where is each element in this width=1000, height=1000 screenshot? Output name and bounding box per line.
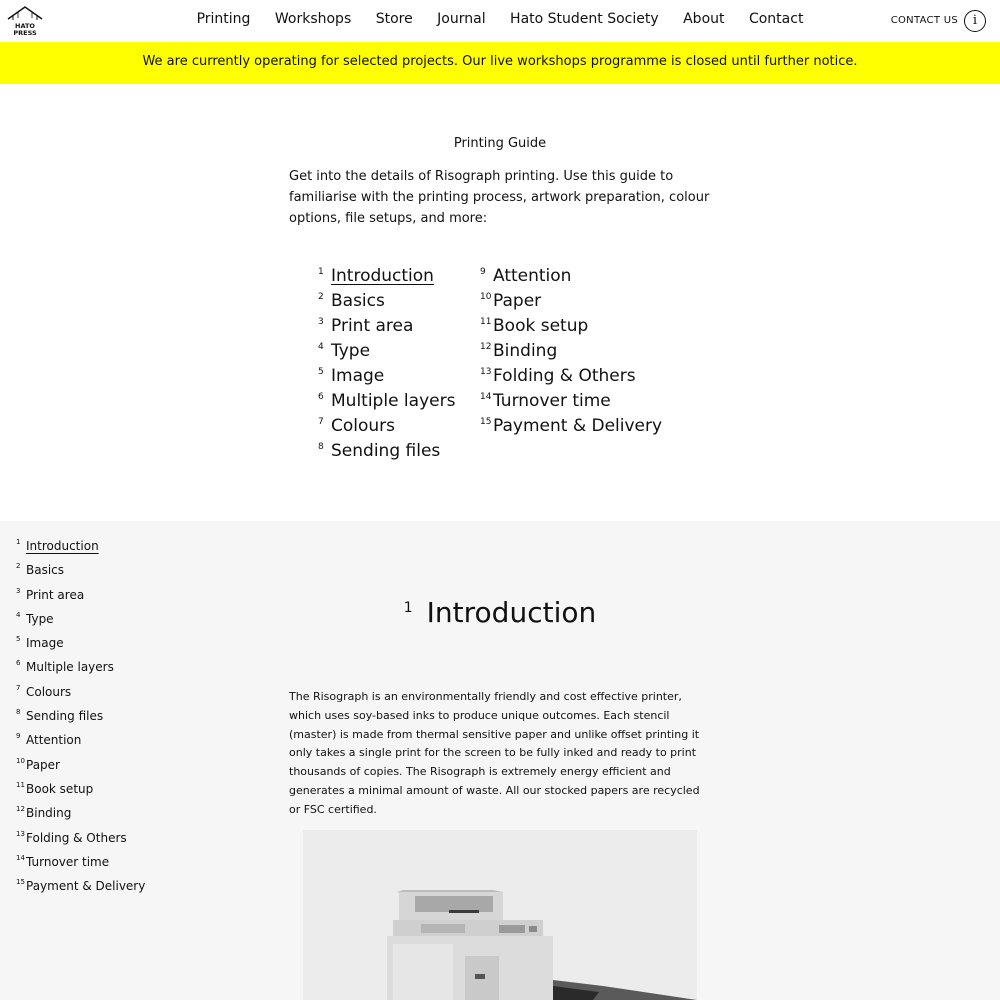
side-nav-binding[interactable] — [16, 804, 145, 828]
toc-label: Paper — [493, 291, 542, 311]
toc-item-introduction[interactable] — [318, 264, 455, 289]
side-nav-num: 12 — [16, 805, 25, 814]
toc-label: Payment & Delivery — [493, 416, 663, 436]
side-nav-label: Image — [26, 636, 64, 651]
section-heading — [0, 596, 1000, 629]
side-nav-num: 9 — [16, 732, 21, 741]
section-body: The Risograph is an environmentally friendly and cost effective printer, which uses soy-based inks to produce unique outcomes. Each stencil (master) is made from thermal sensitive paper and unlike offset printing it only takes a single print for the screen to be fully inked and ready to print thousands of copies. The Risograph is extremely energy efficient and generates a minimal amount of waste. All our stocked papers are recycled or FSC certified. — [289, 690, 700, 816]
guide-intro: Get into the details of Risograph printing. Use this guide to familiarise with the printing process, artwork preparation, colour options, file setups, and more: — [289, 169, 710, 226]
side-nav-folding-others[interactable] — [16, 829, 145, 853]
toc-num: 5 — [318, 367, 324, 377]
toc-label: Colours — [331, 416, 396, 436]
toc-item-type[interactable] — [318, 339, 455, 364]
side-nav-label: Folding & Others — [26, 830, 127, 845]
side-nav-label: Print area — [26, 587, 85, 602]
toc-item-attention[interactable] — [480, 264, 662, 289]
toc-label: Multiple layers — [331, 391, 456, 411]
toc-item-image[interactable] — [318, 364, 455, 389]
toc-label: Folding & Others — [493, 366, 636, 386]
toc-left-column — [318, 264, 455, 464]
toc-label: Binding — [493, 341, 558, 361]
toc-item-print-area[interactable] — [318, 314, 455, 339]
toc-num: 7 — [318, 417, 324, 427]
banner-text: We are currently operating for selected projects. Our live workshops programme is closed until further notice. — [142, 54, 858, 69]
side-nav-book-setup[interactable] — [16, 780, 145, 804]
toc-num: 10 — [480, 292, 492, 302]
guide-title: Printing Guide — [453, 136, 547, 151]
toc-num: 11 — [480, 317, 492, 327]
nav-journal[interactable]: Journal — [437, 11, 486, 27]
toc-num: 3 — [318, 317, 324, 327]
main-nav — [0, 11, 1000, 27]
toc-label: Turnover time — [493, 391, 611, 411]
risograph-printer-image — [303, 830, 697, 1000]
side-nav-paper[interactable] — [16, 756, 145, 780]
side-nav-label: Book setup — [26, 781, 94, 796]
nav-hato-student-society[interactable]: Hato Student Society — [510, 11, 659, 27]
toc-label: Introduction — [331, 266, 434, 286]
section-number: 1 — [403, 600, 413, 616]
toc-num: 1 — [318, 267, 324, 277]
side-nav-colours[interactable] — [16, 683, 145, 707]
toc-label: Sending files — [331, 441, 441, 461]
contact-us-link[interactable]: CONTACT US — [890, 15, 958, 26]
side-nav-num: 2 — [16, 562, 21, 571]
side-nav-label: Attention — [26, 733, 82, 748]
toc-num: 12 — [480, 342, 492, 352]
toc-label: Image — [331, 366, 385, 386]
site-header — [0, 0, 1000, 42]
side-nav-num: 6 — [16, 659, 21, 668]
side-nav-label: Basics — [26, 563, 65, 578]
info-icon[interactable]: i — [964, 10, 986, 32]
svg-text:HATO: HATO — [15, 22, 35, 30]
toc-label: Print area — [331, 316, 414, 336]
toc-num: 15 — [480, 417, 492, 427]
toc-item-binding[interactable] — [480, 339, 662, 364]
toc-item-folding-others[interactable] — [480, 364, 662, 389]
toc-item-sending-files[interactable] — [318, 439, 455, 464]
side-nav-label: Introduction — [26, 539, 99, 553]
toc-label: Book setup — [493, 316, 589, 336]
toc-num: 6 — [318, 392, 324, 402]
side-nav-num: 10 — [16, 756, 25, 765]
toc-num: 14 — [480, 392, 492, 402]
toc-item-basics[interactable] — [318, 289, 455, 314]
side-nav-label: Sending files — [26, 709, 104, 724]
side-nav-label: Paper — [26, 757, 60, 772]
svg-text:PRESS: PRESS — [13, 29, 37, 37]
nav-contact[interactable]: Contact — [748, 11, 804, 27]
side-nav-num: 4 — [16, 610, 21, 619]
side-nav-sending-files[interactable] — [16, 707, 145, 731]
nav-about[interactable]: About — [683, 11, 725, 27]
nav-store[interactable]: Store — [375, 11, 413, 27]
nav-printing[interactable]: Printing — [196, 11, 251, 27]
toc-num: 2 — [318, 292, 324, 302]
toc-num: 9 — [480, 267, 486, 277]
toc-item-colours[interactable] — [318, 414, 455, 439]
notice-banner — [0, 42, 1000, 84]
side-nav-label: Type — [26, 611, 54, 626]
toc-num: 8 — [318, 442, 324, 452]
toc-label: Basics — [331, 291, 385, 311]
side-nav-image[interactable] — [16, 634, 145, 658]
side-nav-num: 14 — [16, 853, 25, 862]
section-title: Introduction — [426, 596, 597, 629]
toc-item-paper[interactable] — [480, 289, 662, 314]
side-nav-num: 13 — [16, 829, 25, 838]
side-nav-num: 8 — [16, 708, 21, 717]
toc-num: 13 — [480, 367, 492, 377]
side-nav-multiple-layers[interactable] — [16, 658, 145, 682]
side-nav-num: 3 — [16, 586, 21, 595]
side-nav-turnover-time[interactable] — [16, 853, 145, 877]
side-nav-num: 11 — [16, 780, 25, 789]
side-nav-label: Payment & Delivery — [26, 879, 146, 894]
toc-item-payment-delivery[interactable] — [480, 414, 662, 439]
toc-item-turnover-time[interactable] — [480, 389, 662, 414]
side-nav-introduction[interactable] — [16, 537, 145, 561]
toc-item-book-setup[interactable] — [480, 314, 662, 339]
toc-right-column — [480, 264, 662, 439]
toc-label: Type — [331, 341, 371, 361]
side-nav-label: Colours — [26, 684, 72, 699]
side-nav-label: Turnover time — [26, 854, 110, 869]
side-nav-label: Binding — [26, 806, 72, 821]
side-nav — [16, 537, 145, 901]
side-nav-label: Multiple layers — [26, 660, 114, 675]
nav-workshops[interactable]: Workshops — [274, 11, 352, 27]
toc-label: Attention — [493, 266, 572, 286]
side-nav-num: 5 — [16, 635, 21, 644]
side-nav-num: 1 — [16, 538, 21, 546]
side-nav-num: 7 — [16, 683, 21, 692]
toc-item-multiple-layers[interactable] — [318, 389, 455, 414]
toc-num: 4 — [318, 342, 324, 352]
side-nav-payment-delivery[interactable] — [16, 877, 145, 901]
side-nav-basics[interactable] — [16, 561, 145, 585]
side-nav-num: 15 — [16, 878, 25, 887]
side-nav-attention[interactable] — [16, 731, 145, 755]
